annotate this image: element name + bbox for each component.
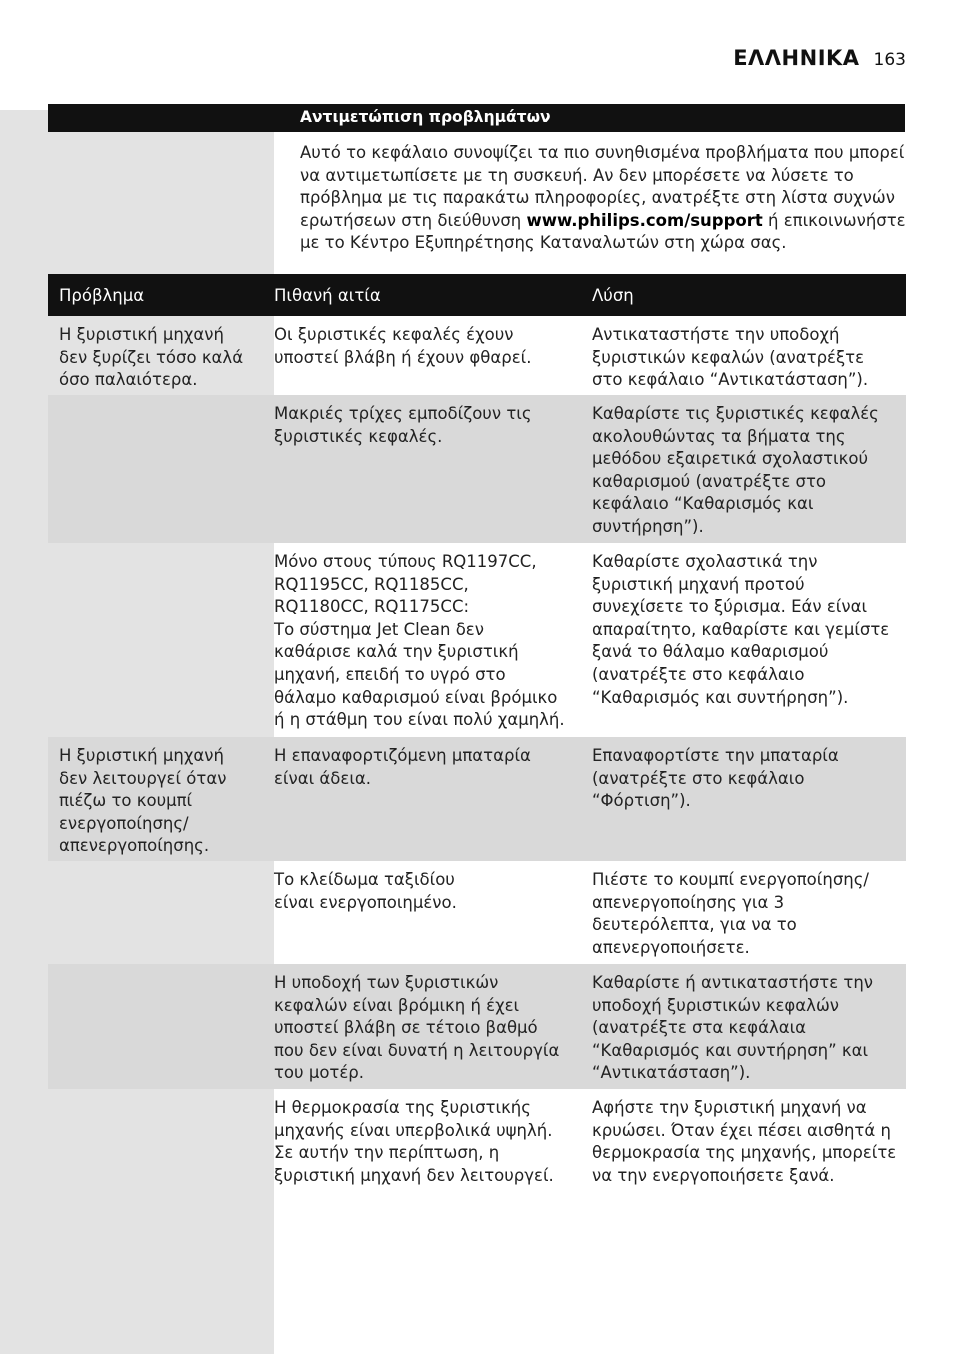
solution-cell: Αντικαταστήστε την υποδοχή ξυριστικών κεφαλών (ανατρέξτε στο κεφάλαιο “Αντικατάσταση”). bbox=[592, 325, 869, 390]
table-row bbox=[48, 543, 906, 737]
page-number: 163 bbox=[873, 50, 906, 70]
solution-cell: Καθαρίστε σχολαστικά την ξυριστική μηχανή προτού συνεχίσετε το ξύρισμα. Εάν είναι απαραίτητο, καθαρίστε και γεμίστε ξανά το θάλαμο καθαρισμού (ανατρέξτε στο κεφάλαιο “Καθαρισμός και συντήρηση”). bbox=[592, 552, 890, 707]
header-solution: Λύση bbox=[592, 285, 634, 305]
problem-cell: Η ξυριστική μηχανή δεν ξυρίζει τόσο καλά όσο παλαιότερα. bbox=[59, 325, 244, 390]
cause-cell: Το κλείδωμα ταξιδίου είναι ενεργοποιημένο. bbox=[274, 870, 457, 912]
intro-text-end: ή επικοινωνήστε με το Κέντρο Εξυπηρέτησης Καταναλωτών στη χώρα σας. bbox=[300, 210, 906, 252]
problem-cell bbox=[48, 1089, 274, 1191]
problem-cell bbox=[48, 964, 274, 1089]
cause-cell: Οι ξυριστικές κεφαλές έχουν υποστεί βλάβη ή έχουν φθαρεί. bbox=[274, 325, 532, 367]
solution-cell: Πιέστε το κουμπί ενεργοποίησης/ απενεργοποίησης για 3 δευτερόλεπτα, για να το απενεργοποιήσετε. bbox=[592, 870, 869, 957]
problem-cell: Η ξυριστική μηχανή δεν λειτουργεί όταν πιέζω το κουμπί ενεργοποίησης/ απενεργοποίησης. bbox=[59, 746, 227, 856]
solution-cell: Καθαρίστε ή αντικαταστήστε την υποδοχή ξυριστικών κεφαλών (ανατρέξτε στα κεφάλαια “Καθαρισμός και συντήρηση” και “Αντικατάσταση”). bbox=[592, 973, 874, 1083]
table-header-row bbox=[48, 274, 906, 316]
cause-cell: Μόνο στους τύπους RQ1197CC, RQ1195CC, RQ1185CC, RQ1180CC, RQ1175CC: Το σύστημα Jet Clean δεν καθάρισε καλά την ξυριστική μηχανή, επειδή το υγρό στο θάλαμο καθαρισμού είναι βρόμικο ή η στάθμη του είναι πολύ χαμηλή. bbox=[274, 552, 565, 730]
language-label: ΕΛΛΗΝΙΚΑ bbox=[733, 46, 860, 70]
table-row bbox=[48, 964, 906, 1089]
troubleshooting-table bbox=[48, 274, 906, 1191]
cause-cell: Μακριές τρίχες εμποδίζουν τις ξυριστικές κεφαλές. bbox=[274, 404, 532, 446]
cause-cell: Η επαναφορτιζόμενη μπαταρία είναι άδεια. bbox=[274, 746, 531, 788]
problem-cell bbox=[48, 861, 274, 964]
problem-cell bbox=[48, 395, 274, 543]
support-link[interactable]: www.philips.com/support bbox=[526, 210, 763, 230]
table-row bbox=[48, 316, 906, 395]
cause-cell: Η θερμοκρασία της ξυριστικής μηχανής είναι υπερβολικά υψηλή. Σε αυτήν την περίπτωση, η ξυριστική μηχανή δεν λειτουργεί. bbox=[274, 1098, 554, 1185]
page-header bbox=[733, 46, 906, 70]
solution-cell: Αφήστε την ξυριστική μηχανή να κρυώσει. Όταν έχει πέσει αισθητά η θερμοκρασία της μηχανής, μπορείτε να την ενεργοποιήσετε ξανά. bbox=[592, 1098, 897, 1185]
section-title: Αντιμετώπιση προβλημάτων bbox=[300, 108, 551, 126]
cause-cell: Η υποδοχή των ξυριστικών κεφαλών είναι βρόμικη ή έχει υποστεί βλάβη σε τέτοιο βαθμό που δεν είναι δυνατή η λειτουργία του μοτέρ. bbox=[274, 973, 560, 1083]
table-row bbox=[48, 861, 906, 964]
solution-cell: Επαναφορτίστε την μπαταρία (ανατρέξτε στο κεφάλαιο “Φόρτιση”). bbox=[592, 746, 839, 811]
table-row bbox=[48, 1089, 906, 1191]
header-problem: Πρόβλημα bbox=[59, 285, 145, 305]
table-row bbox=[48, 395, 906, 543]
intro-paragraph bbox=[300, 142, 912, 255]
intro-text: Αυτό το κεφάλαιο συνοψίζει τα πιο συνηθισμένα προβλήματα που μπορεί να αντιμετωπίσετε με τη συσκευή. Αν δεν μπορέσετε να λύσετε το πρόβλημα με τις παρακάτω πληροφορίες, ανατρέξτε στη λίστα συχνών ερωτήσεων στη διεύθυνση bbox=[300, 143, 905, 230]
problem-cell bbox=[48, 543, 274, 737]
solution-cell: Καθαρίστε τις ξυριστικές κεφαλές ακολουθώντας τα βήματα της μεθόδου εξαιρετικά σχολαστικού καθαρισμού (ανατρέξτε στο κεφάλαιο “Καθαρισμός και συντήρηση”). bbox=[592, 404, 879, 536]
header-cause: Πιθανή αιτία bbox=[274, 285, 381, 305]
table-row bbox=[48, 737, 906, 861]
